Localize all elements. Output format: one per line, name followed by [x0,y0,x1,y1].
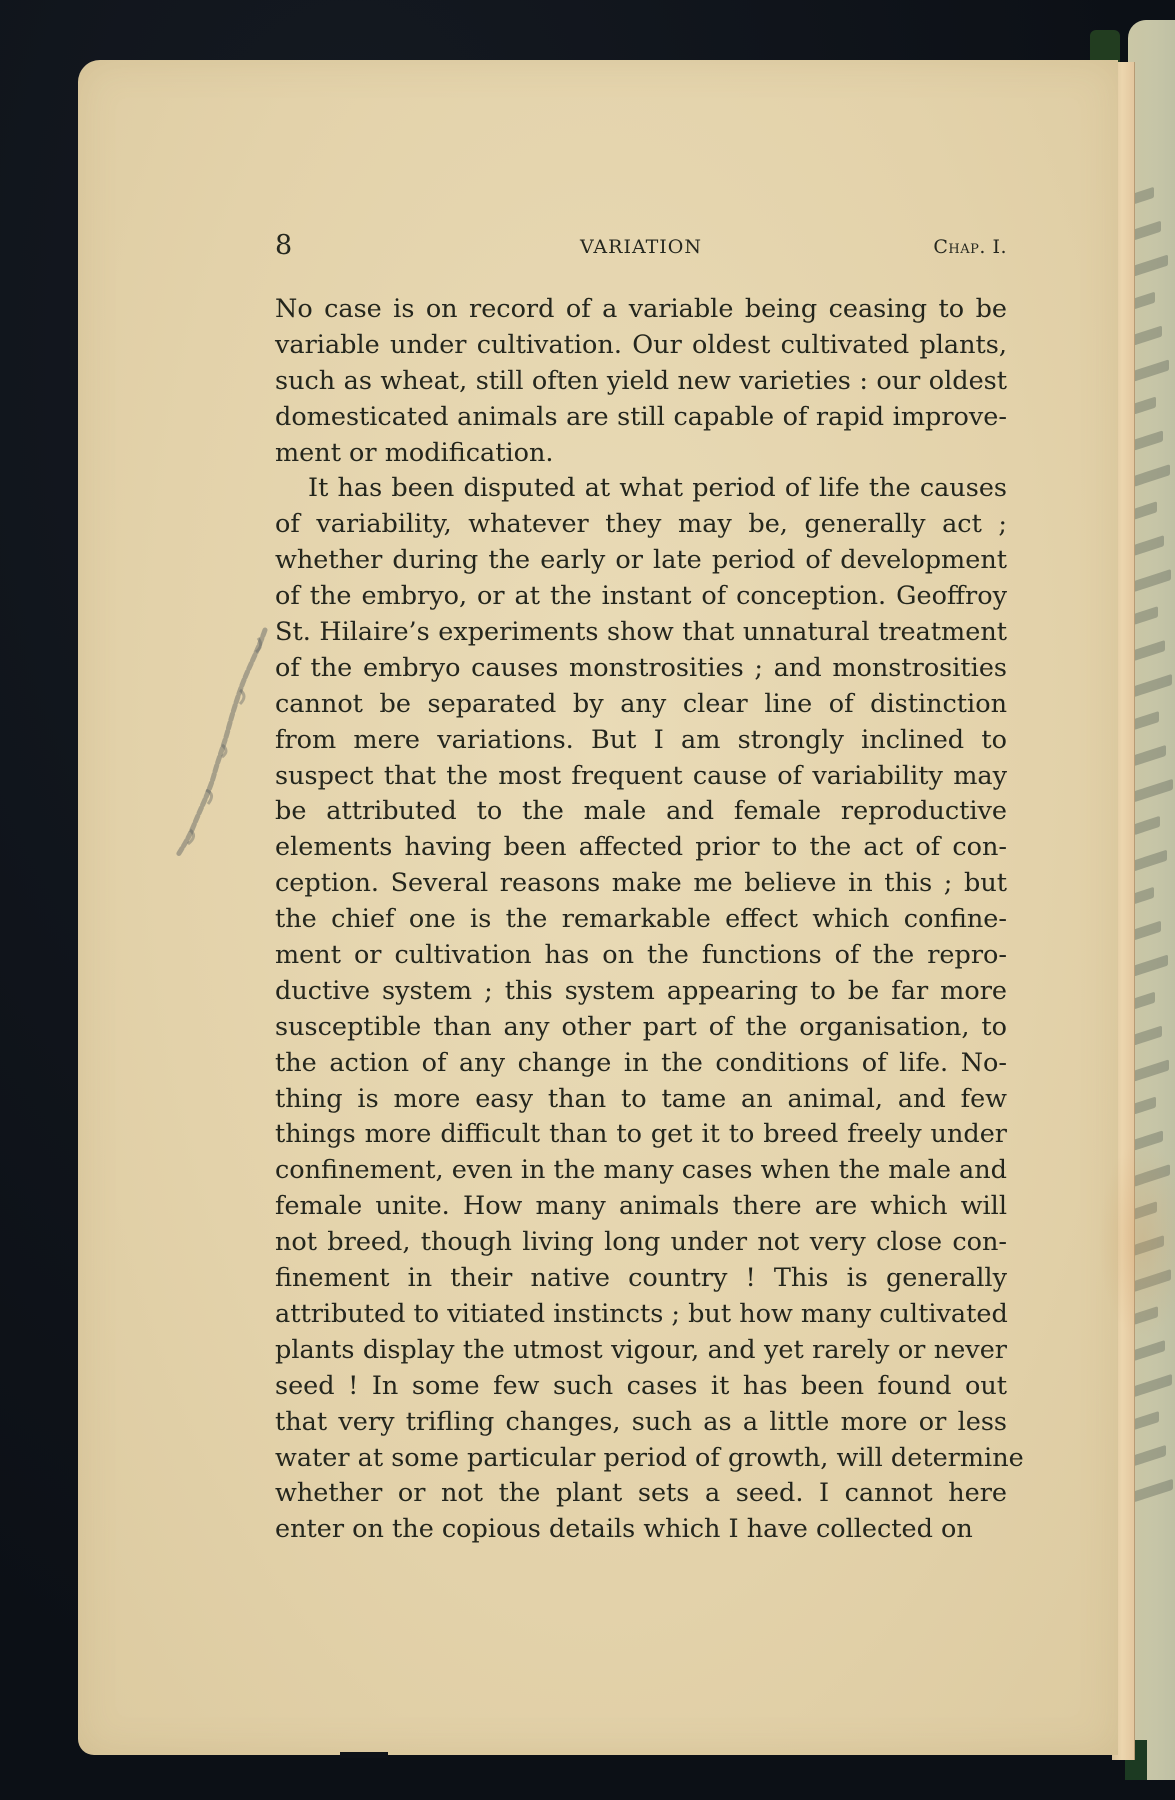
bleed-mark [1134,359,1169,381]
text-line: water at some particular period of growth, will determine [275,1442,1024,1473]
text-line: the chief one is the remarkable effect which confine- [275,904,1007,935]
text-line: things more difficult than to get it to breed freely under [275,1119,1007,1150]
text-line: St. Hilaire’s experiments show that unnatural treatment [275,617,1007,648]
text-line: ment or cultivation has on the functions of the repro- [275,940,1007,971]
text-line: ment or modification. [275,437,554,468]
text-line: from mere variations. But I am strongly inclined to [275,724,1007,755]
bleed-mark [1134,606,1158,625]
text-line: of variability, whatever they may be, generally act ; [275,509,1007,540]
bleed-mark [1134,1025,1162,1045]
bleed-mark [1134,816,1160,835]
text-line: seed ! In some few such cases it has been found out [275,1370,1007,1401]
bleed-mark [1134,1340,1165,1361]
text-line: plants display the utmost vigour, and yet rarely or never [275,1334,1007,1365]
text-line: cannot be separated by any clear line of distinction [275,688,1007,719]
bleed-mark [1134,254,1168,276]
text-line: elements having been affected prior to the act of con- [275,832,1007,863]
text-line: enter on the copious details which I have collected on [275,1514,973,1545]
text-line: whether during the early or late period of development [275,545,1007,576]
text-line: of the embryo, or at the instant of conception. Geoffroy [275,581,1007,612]
text-line: be attributed to the male and female reproductive [275,796,1007,827]
bleed-mark [1134,1059,1169,1081]
bleed-mark [1134,569,1171,592]
bleed-mark [1134,711,1159,730]
bleed-mark [1134,221,1161,241]
bleed-mark [1134,921,1161,941]
bleed-mark [1134,850,1167,872]
text-line: suspect that the most frequent cause of variability may [275,760,1007,791]
body-text [275,292,1024,1548]
text-line: susceptible than any other part of the organisation, to [275,1011,1007,1042]
text-line: thing is more easy than to tame an animal, and few [275,1083,1007,1114]
text-line: variable under cultivation. Our oldest cultivated plants, [275,329,1007,360]
page-number: 8 [275,230,293,261]
text-line: domesticated animals are still capable of rapid improve- [275,401,1007,432]
bleed-mark [1134,535,1164,556]
page-tear [340,1752,388,1758]
bleed-mark [1134,674,1172,697]
bleed-mark [1134,1445,1166,1466]
bleed-mark [1134,1411,1159,1430]
text-line: such as wheat, still often yield new varieties : our oldest [275,365,1007,396]
text-line: of the embryo causes monstrosities ; and monstrosities [275,652,1007,683]
text-line: It has been disputed at what period of life the causes [308,473,1007,504]
text-line: that very trifling changes, such as a little more or less [275,1406,1007,1437]
text-line: female unite. How many animals there are which will [275,1191,1007,1222]
facing-page-stack [1128,20,1175,1780]
text-line: whether or not the plant sets a seed. I cannot here [275,1478,1007,1509]
bleed-mark [1134,1374,1172,1397]
bleed-mark [1134,745,1166,766]
paper-stain [1098,1140,1175,1340]
bleed-mark [1134,464,1170,487]
bleed-mark [1134,1096,1156,1114]
bleed-mark [1134,640,1165,661]
text-line: finement in their native country ! This is generally [275,1263,1007,1294]
running-title: VARIATION [579,236,703,258]
running-head [275,230,1007,264]
text-line: the action of any change in the conditions of life. No- [275,1047,1007,1078]
text-line: No case is on record of a variable being ceasing to be [275,294,1007,324]
text-line: ception. Several reasons make me believe in this ; but [275,868,1007,899]
bleed-mark [1134,501,1157,519]
bleed-mark [1134,1479,1173,1503]
bleed-mark [1134,887,1154,904]
bleed-mark [1134,992,1155,1010]
bleed-mark [1134,325,1162,345]
text-line: confinement, even in the many cases when the male and [275,1155,1007,1186]
pencil-marginal-note [170,620,280,860]
text-line: attributed to vitiated instincts ; but how many cultivated [275,1298,1008,1329]
bleed-mark [1134,954,1168,976]
text-line: ductive system ; this system appearing to be far more [275,975,1007,1006]
text-line: not breed, though living long under not very close con- [275,1227,1007,1258]
bleed-mark [1134,430,1163,450]
bleed-mark [1134,396,1156,414]
chapter-label: Chap. I. [933,236,1007,258]
bleed-mark [1134,292,1155,310]
bleed-mark [1134,779,1173,803]
bleed-mark [1134,187,1154,204]
